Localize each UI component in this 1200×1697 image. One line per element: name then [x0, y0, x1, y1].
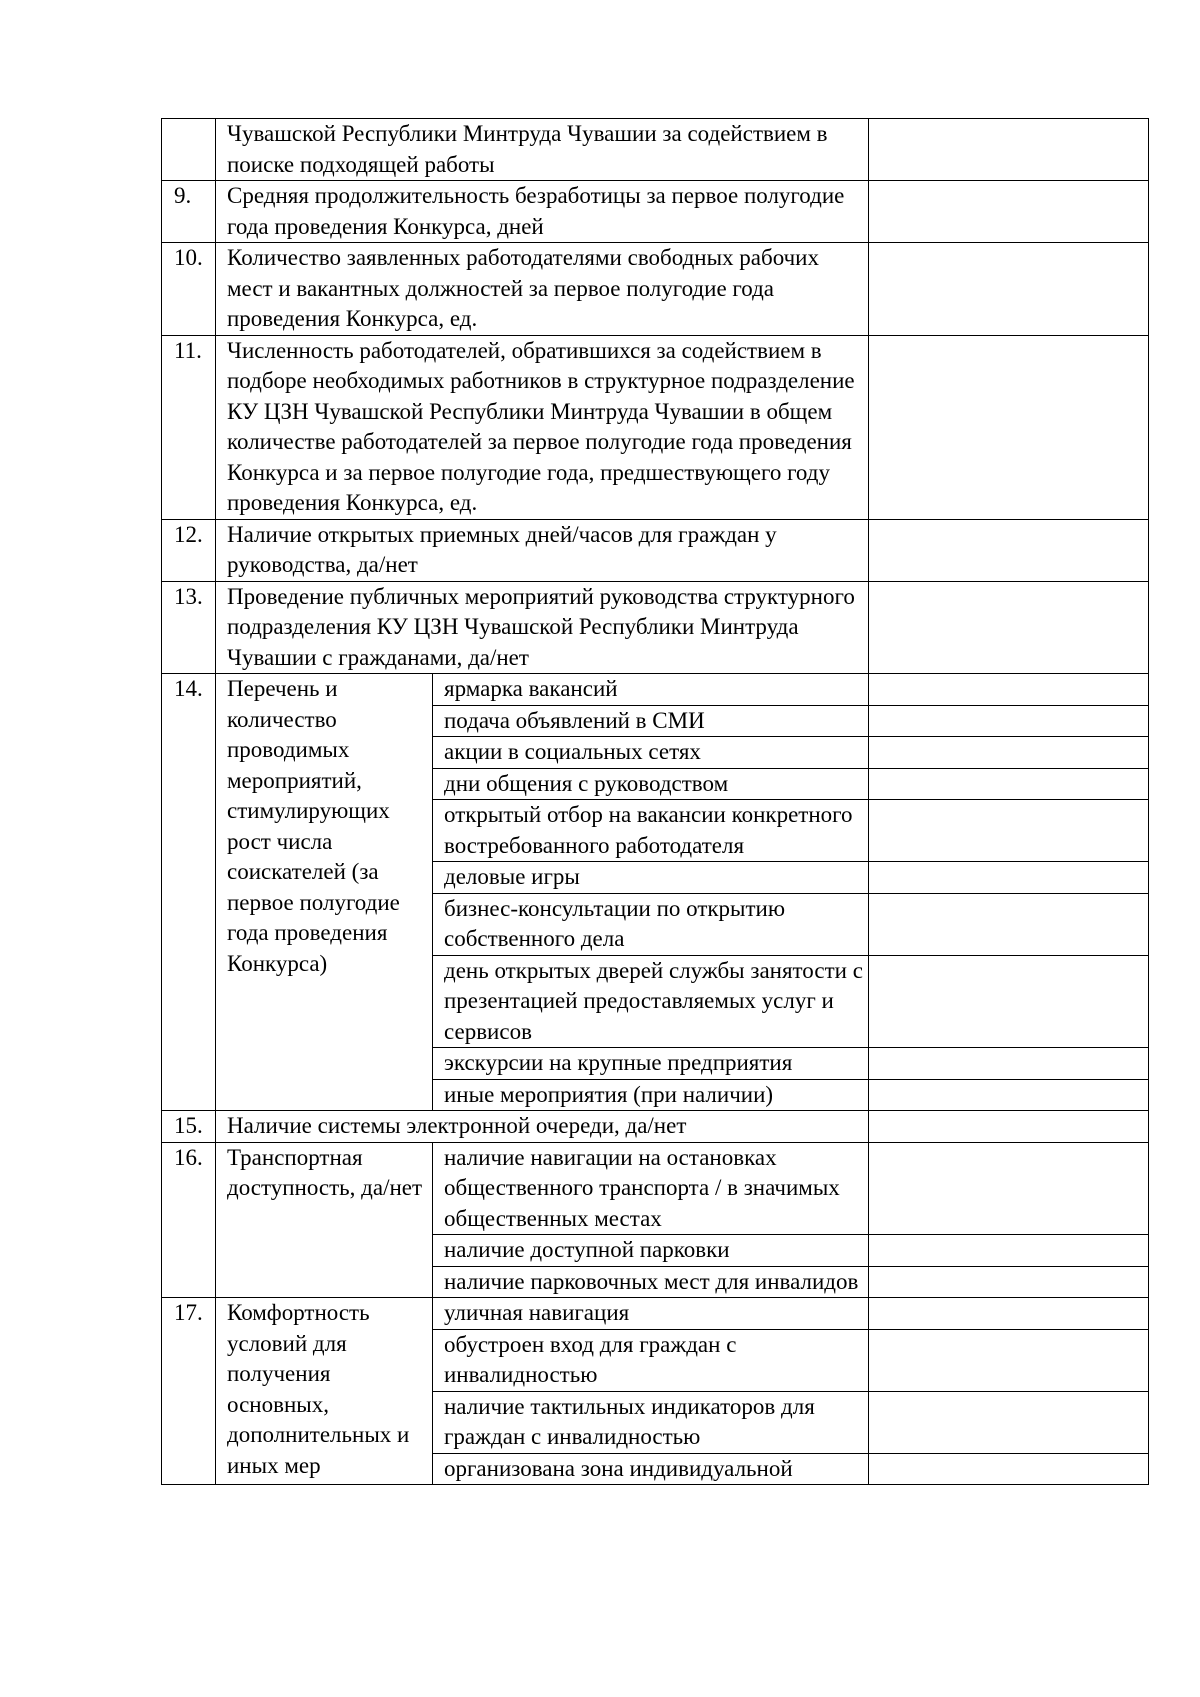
value-cell [869, 768, 1149, 800]
table-row [162, 519, 1149, 581]
row-description: Наличие системы электронной очереди, да/нет [216, 1111, 869, 1143]
value-cell [869, 1111, 1149, 1143]
table-row [162, 674, 1149, 706]
row-number: 13. [162, 581, 216, 674]
value-cell [869, 1142, 1149, 1235]
sub-item: ярмарка вакансий [433, 674, 869, 706]
value-cell [869, 1235, 1149, 1267]
table-row [162, 119, 1149, 181]
value-cell [869, 1391, 1149, 1453]
value-cell [869, 893, 1149, 955]
value-cell [869, 955, 1149, 1048]
row-number: 16. [162, 1142, 216, 1298]
sub-item: организована зона индивидуальной [433, 1453, 869, 1485]
row-number: 9. [162, 181, 216, 243]
row-group-label: Комфортность условий для получения основных, дополнительных и иных мер [216, 1298, 433, 1485]
row-number: 11. [162, 335, 216, 519]
value-cell [869, 519, 1149, 581]
criteria-table [161, 118, 1149, 1485]
sub-item: бизнес-консультации по открытию собственного дела [433, 893, 869, 955]
value-cell [869, 1298, 1149, 1330]
sub-item: наличие доступной парковки [433, 1235, 869, 1267]
value-cell [869, 1048, 1149, 1080]
table-row [162, 581, 1149, 674]
sub-item: обустроен вход для граждан с инвалидностью [433, 1329, 869, 1391]
value-cell [869, 705, 1149, 737]
value-cell [869, 862, 1149, 894]
row-description: Проведение публичных мероприятий руководства структурного подразделения КУ ЦЗН Чувашской Республики Минтруда Чувашии с гражданами, да/нет [216, 581, 869, 674]
sub-item: дни общения с руководством [433, 768, 869, 800]
value-cell [869, 800, 1149, 862]
table-row [162, 243, 1149, 336]
value-cell [869, 581, 1149, 674]
sub-item: подача объявлений в СМИ [433, 705, 869, 737]
row-description: Количество заявленных работодателями свободных рабочих мест и вакантных должностей за первое полугодие года проведения Конкурса, ед. [216, 243, 869, 336]
table-row [162, 1298, 1149, 1330]
row-number: 17. [162, 1298, 216, 1485]
row-description: Чувашской Республики Минтруда Чувашии за содействием в поиске подходящей работы [216, 119, 869, 181]
sub-item: наличие тактильных индикаторов для граждан с инвалидностью [433, 1391, 869, 1453]
value-cell [869, 1079, 1149, 1111]
sub-item: акции в социальных сетях [433, 737, 869, 769]
value-cell [869, 181, 1149, 243]
row-group-label: Транспортная доступность, да/нет [216, 1142, 433, 1298]
value-cell [869, 737, 1149, 769]
row-description: Средняя продолжительность безработицы за первое полугодие года проведения Конкурса, дней [216, 181, 869, 243]
row-description: Наличие открытых приемных дней/часов для граждан у руководства, да/нет [216, 519, 869, 581]
sub-item: наличие навигации на остановках общественного транспорта / в значимых общественных местах [433, 1142, 869, 1235]
value-cell [869, 1266, 1149, 1298]
value-cell [869, 243, 1149, 336]
sub-item: иные мероприятия (при наличии) [433, 1079, 869, 1111]
sub-item: уличная навигация [433, 1298, 869, 1330]
sub-item: деловые игры [433, 862, 869, 894]
row-number: 12. [162, 519, 216, 581]
value-cell [869, 1453, 1149, 1485]
value-cell [869, 119, 1149, 181]
value-cell [869, 674, 1149, 706]
table-row [162, 1111, 1149, 1143]
row-number: 10. [162, 243, 216, 336]
sub-item: экскурсии на крупные предприятия [433, 1048, 869, 1080]
row-number: 14. [162, 674, 216, 1111]
row-description: Численность работодателей, обратившихся за содействием в подборе необходимых работников в структурное подразделение КУ ЦЗН Чувашской Республики Минтруда Чувашии в общем количестве работодателей за первое полугодие года проведения Конкурса и за первое полугодие года, предшествующего году проведения Конкурса, ед. [216, 335, 869, 519]
row-number [162, 119, 216, 181]
sub-item: наличие парковочных мест для инвалидов [433, 1266, 869, 1298]
table-row [162, 1142, 1149, 1235]
sub-item: день открытых дверей службы занятости с презентацией предоставляемых услуг и сервисов [433, 955, 869, 1048]
value-cell [869, 335, 1149, 519]
row-group-label: Перечень и количество проводимых мероприятий, стимулирующих рост числа соискателей (за первое полугодие года проведения Конкурса) [216, 674, 433, 1111]
table-row [162, 181, 1149, 243]
row-number: 15. [162, 1111, 216, 1143]
table-row [162, 335, 1149, 519]
value-cell [869, 1329, 1149, 1391]
sub-item: открытый отбор на вакансии конкретного востребованного работодателя [433, 800, 869, 862]
